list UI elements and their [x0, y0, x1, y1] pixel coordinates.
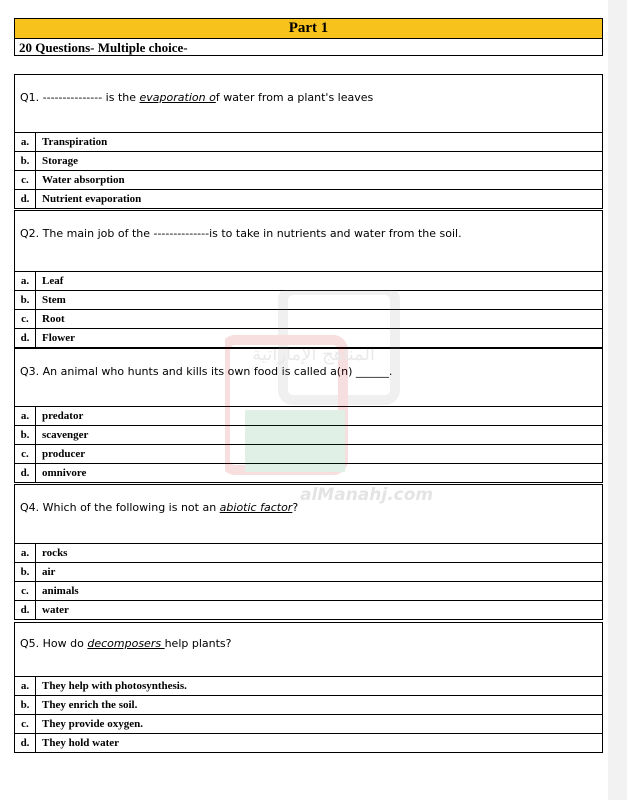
question-block-2: [14, 210, 603, 348]
question-text: Q1. --------------- is the evaporation of water from a plant's leaves: [15, 75, 603, 133]
option-letter: b.: [15, 696, 36, 715]
option-letter: c.: [15, 715, 36, 734]
option-text: animals: [36, 582, 603, 601]
option-text: Transpiration: [36, 133, 603, 152]
part-title: Part 1: [15, 19, 602, 39]
option-row: [15, 329, 603, 348]
option-row: [15, 544, 603, 563]
option-text: Root: [36, 310, 603, 329]
option-text: producer: [36, 445, 603, 464]
option-letter: a.: [15, 133, 36, 152]
option-row: [15, 715, 603, 734]
option-row: [15, 601, 603, 620]
option-row: [15, 133, 603, 152]
option-letter: a.: [15, 544, 36, 563]
option-letter: b.: [15, 291, 36, 310]
option-letter: c.: [15, 582, 36, 601]
option-row: [15, 734, 603, 753]
option-letter: d.: [15, 329, 36, 348]
watermark-arabic-text: المناهج الإماراتية: [252, 344, 375, 365]
option-text: Stem: [36, 291, 603, 310]
question-block-3: [14, 348, 603, 483]
option-row: [15, 445, 603, 464]
option-row: [15, 291, 603, 310]
option-letter: a.: [15, 272, 36, 291]
option-text: Nutrient evaporation: [36, 190, 603, 209]
option-text: Flower: [36, 329, 603, 348]
option-row: [15, 696, 603, 715]
option-row: [15, 152, 603, 171]
option-letter: b.: [15, 152, 36, 171]
option-letter: c.: [15, 171, 36, 190]
option-text: They enrich the soil.: [36, 696, 603, 715]
question-block-5: [14, 622, 603, 753]
option-letter: a.: [15, 407, 36, 426]
option-text: Water absorption: [36, 171, 603, 190]
option-letter: d.: [15, 190, 36, 209]
option-text: Storage: [36, 152, 603, 171]
option-row: [15, 426, 603, 445]
option-text: water: [36, 601, 603, 620]
part-subtitle: 20 Questions- Multiple choice-: [19, 40, 188, 55]
option-text: scavenger: [36, 426, 603, 445]
option-letter: c.: [15, 445, 36, 464]
option-text: Leaf: [36, 272, 603, 291]
option-letter: a.: [15, 677, 36, 696]
option-row: [15, 272, 603, 291]
question-text: Q4. Which of the following is not an abiotic factor?: [15, 485, 603, 544]
question-text: Q2. The main job of the --------------is to take in nutrients and water from the soil.: [15, 211, 603, 272]
option-letter: d.: [15, 601, 36, 620]
option-text: omnivore: [36, 464, 603, 483]
option-row: [15, 407, 603, 426]
option-letter: d.: [15, 464, 36, 483]
option-row: [15, 677, 603, 696]
watermark-site-label: alManahj.com: [300, 485, 434, 505]
option-row: [15, 310, 603, 329]
option-letter: b.: [15, 563, 36, 582]
option-letter: b.: [15, 426, 36, 445]
question-block-1: [14, 74, 603, 209]
option-text: They help with photosynthesis.: [36, 677, 603, 696]
question-text: Q5. How do decomposers help plants?: [15, 623, 603, 677]
part-header: [14, 18, 603, 56]
option-letter: c.: [15, 310, 36, 329]
option-row: [15, 563, 603, 582]
option-letter: d.: [15, 734, 36, 753]
option-row: [15, 582, 603, 601]
option-text: air: [36, 563, 603, 582]
option-text: rocks: [36, 544, 603, 563]
option-text: They provide oxygen.: [36, 715, 603, 734]
option-text: They hold water: [36, 734, 603, 753]
question-text: Q3. An animal who hunts and kills its own food is called a(n) ______.: [15, 349, 603, 407]
option-text: predator: [36, 407, 603, 426]
option-row: [15, 464, 603, 483]
option-row: [15, 171, 603, 190]
option-row: [15, 190, 603, 209]
